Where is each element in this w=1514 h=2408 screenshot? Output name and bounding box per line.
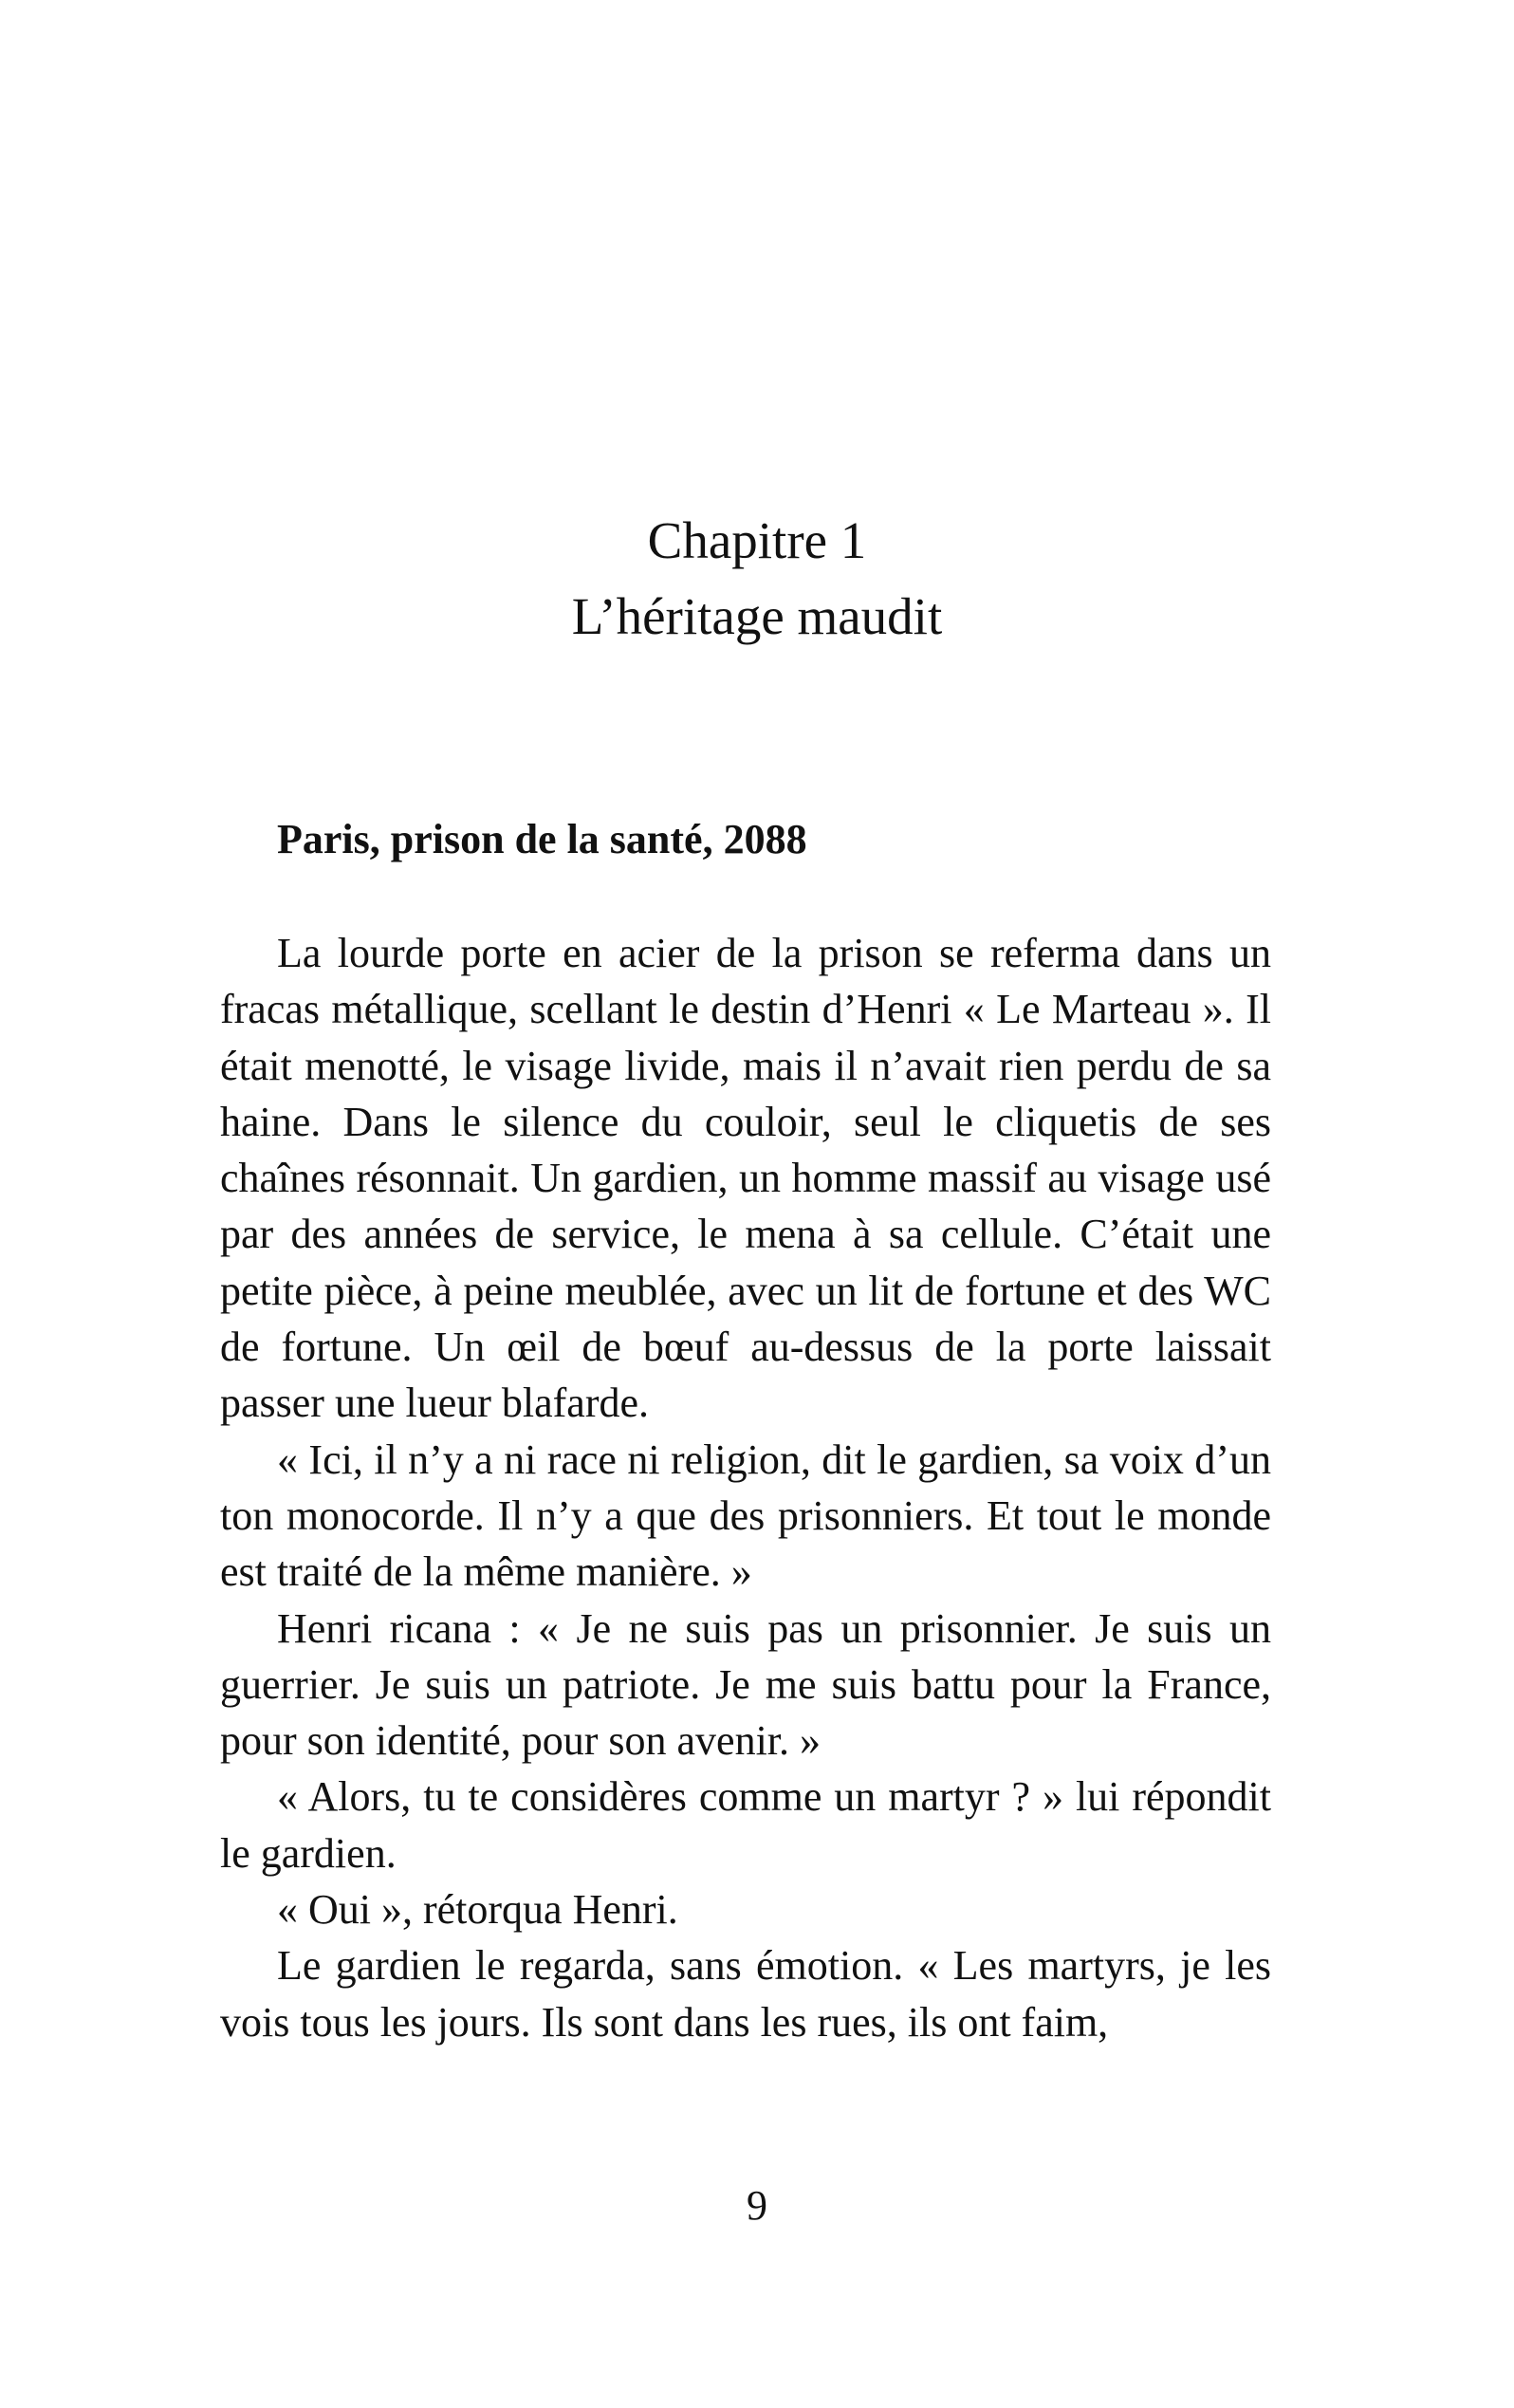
paragraph: « Alors, tu te considères comme un martyr ? » lui répondit le gardien. — [220, 1773, 1271, 1877]
paragraph: « Ici, il n’y a ni race ni religion, dit le gardien, sa voix d’un ton monocorde. Il n’y a que des prisonniers. Et tout le monde est traité de la même manière. » — [220, 1436, 1271, 1596]
paragraph: La lourde porte en acier de la prison se referma dans un fracas métallique, scellant le destin d’Henri « Le Marteau ». Il était menotté, le visage livide, mais il n’avait rien perdu de sa haine. Dans le silence du couloir, seul le cliquetis de ses chaînes résonnait. Un gardien, un homme massif au visage usé par des années de service, le mena à sa cellule. C’était une petite pièce, à peine meublée, avec un lit de fortune et des WC de fortune. Un œil de bœuf au-dessus de la porte laissait passer une lueur blafarde. — [220, 930, 1271, 1427]
paragraph: « Oui », rétorqua Henri. — [277, 1886, 678, 1934]
body-text — [220, 925, 1271, 2050]
section-heading: Paris, prison de la santé, 2088 — [277, 816, 807, 862]
chapter-title: L’héritage maudit — [571, 587, 943, 645]
paragraph: Henri ricana : « Je ne suis pas un prisonnier. Je suis un guerrier. Je suis un patriote. Je me suis battu pour la France, pour son identité, pour son avenir. » — [220, 1604, 1271, 1765]
chapter-heading — [0, 503, 1514, 655]
page-number: 9 — [747, 2182, 767, 2229]
chapter-number: Chapitre 1 — [647, 511, 867, 569]
paragraph: Le gardien le regarda, sans émotion. « Les martyrs, je les vois tous les jours. Ils sont dans les rues, ils ont faim, — [220, 1942, 1271, 2046]
